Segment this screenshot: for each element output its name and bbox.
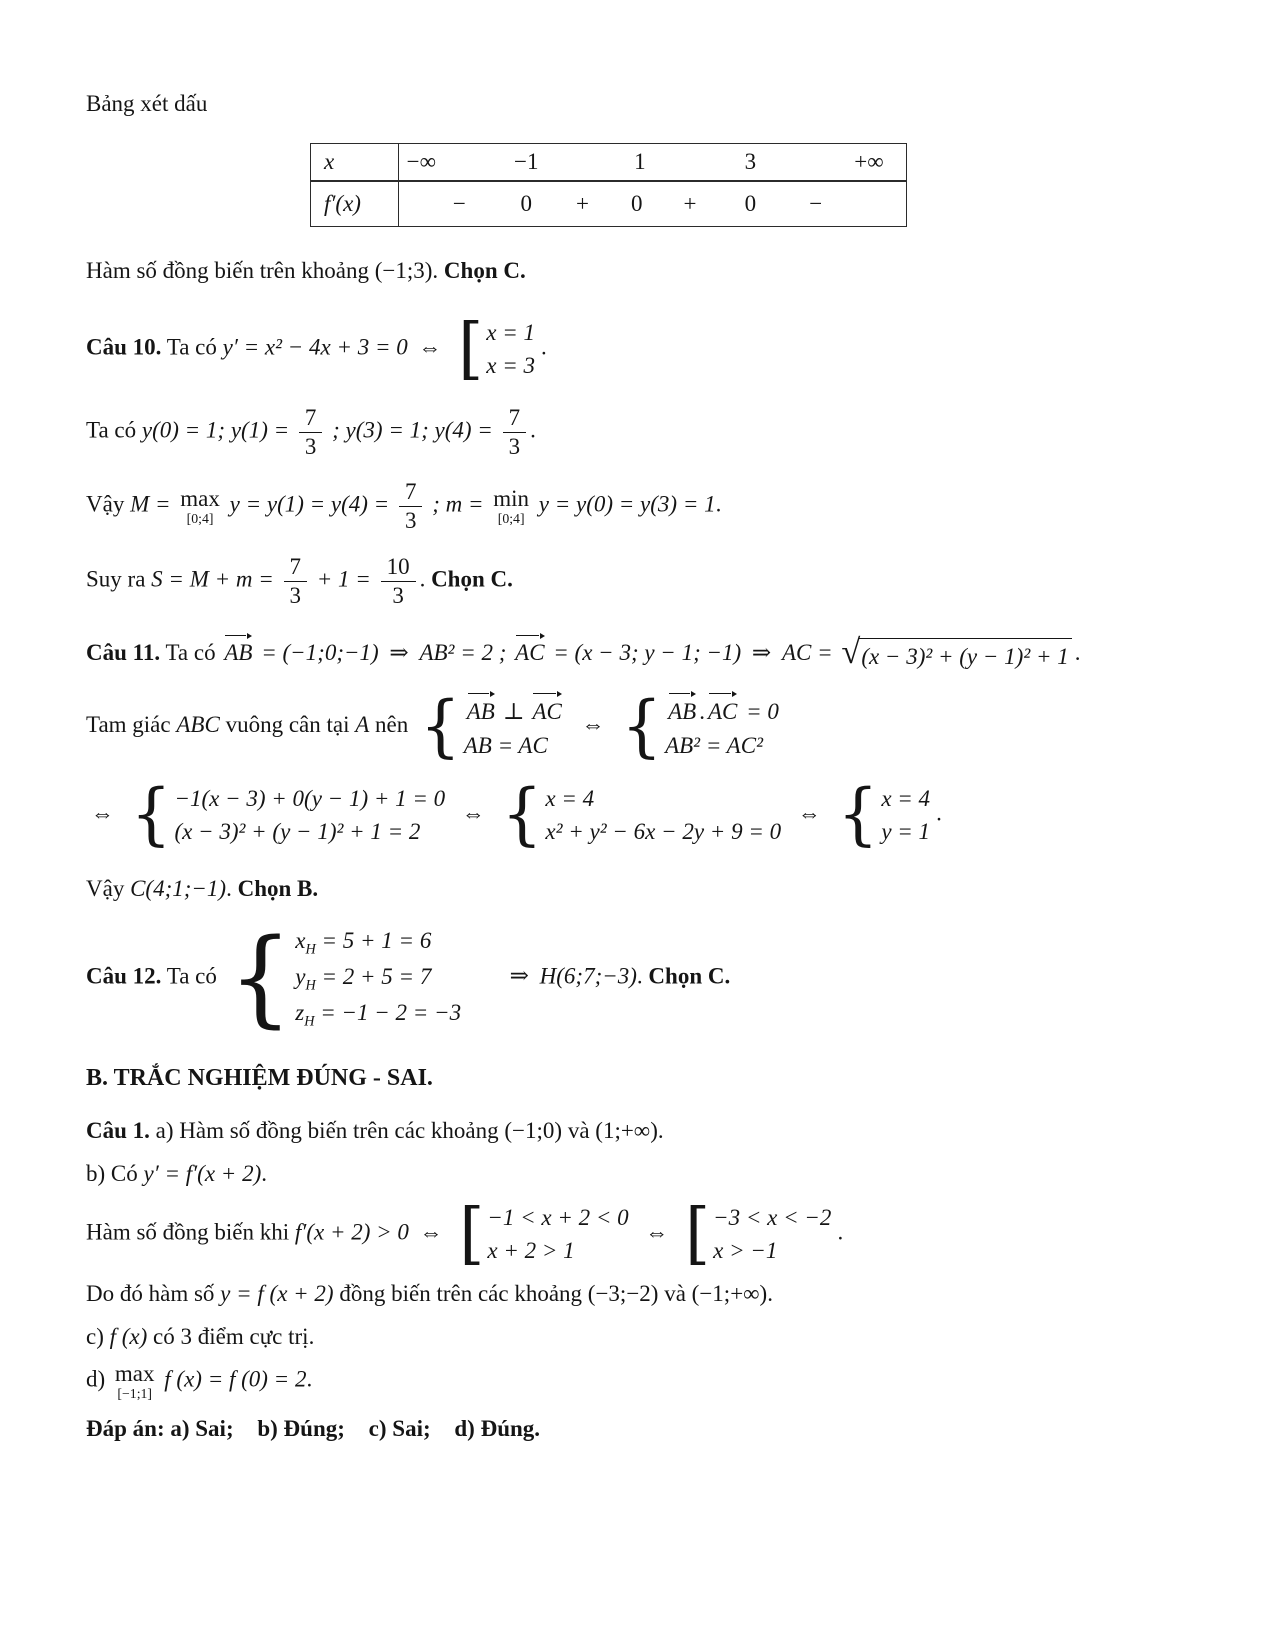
function: f (x)	[109, 1323, 148, 1349]
max-operator	[180, 487, 220, 526]
equation: M =	[130, 491, 171, 517]
interval: (−3;−2)	[587, 1280, 659, 1306]
system-row: AB² = AC²	[665, 732, 763, 758]
period: .	[540, 334, 547, 360]
interval: (−1;3)	[374, 258, 433, 284]
interval: (1;+∞)	[595, 1117, 658, 1143]
iff-symbol: ⇔	[581, 712, 605, 738]
system-row: x = 4	[545, 785, 595, 811]
sign-table-row-x	[311, 144, 906, 180]
interval: (−1;0)	[504, 1117, 563, 1143]
cau10-sum-line	[86, 554, 1211, 609]
text-segment: Tam giác	[86, 712, 171, 738]
text-segment: nên	[375, 712, 409, 738]
equation: ; m =	[432, 491, 484, 517]
sign-value: 0	[744, 191, 757, 217]
sign-value: −	[452, 191, 466, 217]
cau11-triangle-line	[86, 687, 1211, 766]
variable: y	[295, 963, 306, 989]
operator-name: max	[114, 1360, 155, 1386]
iff-symbol: ⇔	[461, 800, 485, 826]
system-row: −1 < x + 2 < 0	[487, 1204, 629, 1230]
triangle-name: ABC	[176, 712, 220, 738]
system-row: AB = AC	[463, 732, 548, 758]
equation: = (x − 3; y − 1; −1)	[553, 640, 742, 666]
period: .	[226, 875, 232, 901]
equation: = 2 + 5 = 7	[321, 963, 432, 989]
system-row: y = 1	[881, 819, 931, 845]
numerator: 7	[503, 405, 527, 433]
x-label: x	[324, 149, 335, 175]
text-segment: c)	[86, 1323, 104, 1349]
text-segment: Suy ra	[86, 566, 146, 592]
answer-a: Đáp án: a) Sai;	[86, 1415, 234, 1441]
x-value: +∞	[854, 149, 884, 175]
subscript-H: H	[305, 977, 316, 994]
operator-name: max	[180, 486, 220, 512]
system-brace	[837, 776, 931, 854]
text-segment: b) Có	[86, 1160, 138, 1186]
numerator: 7	[284, 554, 308, 582]
question-label: Câu 1.	[86, 1117, 150, 1143]
denominator: 3	[304, 433, 317, 459]
vector-AC: AC	[532, 692, 561, 728]
left-brace: {	[837, 776, 879, 854]
text-segment: Do đó hàm số	[86, 1280, 215, 1306]
cau12-line	[86, 916, 1211, 1039]
period: .	[657, 1117, 664, 1143]
sign-table	[310, 143, 907, 227]
equation: y = y(1) = y(4) =	[229, 491, 390, 517]
equation: ; y(3) = 1; y(4) =	[332, 417, 493, 443]
system-row: (x − 3)² + (y − 1)² + 1 = 2	[174, 819, 421, 845]
cau10-values-line	[86, 405, 1211, 460]
period: .	[636, 963, 643, 989]
text-segment: đồng biến trên các khoảng	[339, 1280, 583, 1306]
period: .	[936, 800, 942, 826]
cau1-d-line	[86, 1362, 1211, 1401]
iff-symbol: ⇔	[645, 1219, 669, 1245]
question-label: Câu 10.	[86, 334, 162, 360]
dot-operator: .	[699, 699, 705, 725]
cau11-vectors-line	[86, 634, 1211, 672]
fraction	[503, 405, 527, 460]
equation: y(0) = 1; y(1) =	[141, 417, 290, 443]
system-row	[464, 692, 565, 728]
caption-text: Bảng xét dấu	[86, 91, 208, 116]
period: .	[837, 1219, 844, 1245]
equation: + 1 =	[316, 566, 371, 592]
denominator: 3	[289, 582, 302, 608]
min-operator	[493, 487, 529, 526]
solution-bracket-system	[685, 1195, 832, 1273]
period: .	[767, 1280, 773, 1306]
question-label: Câu 12.	[86, 963, 162, 989]
sign-value: −	[809, 191, 823, 217]
system-brace	[501, 776, 782, 854]
point-C: C(4;1;−1)	[130, 875, 227, 901]
system-row: x² + y² − 6x − 2y + 9 = 0	[545, 819, 782, 845]
sign-table-x-values	[399, 144, 906, 180]
vector-AB: AB	[467, 692, 495, 728]
cau10-derivative-line	[86, 310, 1211, 389]
text-segment: Hàm số đồng biến khi	[86, 1219, 290, 1245]
vector-AC: AC	[515, 634, 544, 668]
system-brace	[228, 916, 462, 1039]
system-row	[665, 692, 779, 728]
sign-table-label-x	[311, 144, 399, 180]
operator-interval: [0;4]	[497, 511, 525, 527]
vertex-name: A	[355, 712, 370, 738]
text-segment: và	[567, 1117, 590, 1143]
answer-key-line	[86, 1413, 1211, 1444]
equation: AB² = 2 ;	[419, 640, 507, 666]
implies-symbol: ⇒	[751, 640, 772, 666]
system-row	[295, 924, 461, 960]
system-brace	[130, 776, 446, 854]
cau1-a-line	[86, 1115, 1211, 1146]
operator-interval: [0;4]	[186, 511, 214, 527]
period: .	[261, 1160, 267, 1186]
implies-symbol: ⇒	[389, 640, 409, 666]
equation: = (−1;0;−1)	[261, 640, 379, 666]
text-segment: a) Hàm số đồng biến trên các khoảng	[155, 1117, 499, 1143]
numerator: 10	[381, 554, 416, 582]
x-value: 3	[744, 149, 757, 175]
subscript-H: H	[304, 1013, 315, 1030]
solution-bracket-system	[459, 1195, 629, 1273]
text-segment: vuông cân tại	[225, 712, 350, 738]
vector-AB: AB	[224, 634, 252, 668]
solution-bracket-system	[458, 310, 535, 389]
cau11-conclusion-line	[86, 873, 1211, 904]
fraction	[299, 405, 323, 460]
answer-b: b) Đúng;	[257, 1415, 345, 1441]
left-brace: {	[130, 776, 172, 854]
equation: f′(x + 2) > 0	[294, 1219, 409, 1245]
system-row: x = 4	[881, 785, 931, 811]
left-bracket: [	[685, 1195, 711, 1273]
text-segment: Hàm số đồng biến trên khoảng	[86, 258, 369, 284]
period: .	[715, 491, 722, 517]
section-title-text: B. TRẮC NGHIỆM ĐÚNG - SAI.	[86, 1065, 433, 1092]
period: .	[1074, 640, 1081, 666]
text-segment: và	[664, 1280, 686, 1306]
text-segment: Ta có	[166, 334, 217, 360]
implies-symbol: ⇒	[509, 963, 529, 989]
conclusion-line	[86, 255, 1211, 286]
section-b-title	[86, 1062, 1211, 1094]
left-bracket: [	[459, 1195, 485, 1273]
system-row: −1(x − 3) + 0(y − 1) + 1 = 0	[174, 785, 446, 811]
text-segment: d)	[86, 1366, 106, 1392]
system-row: x + 2 > 1	[487, 1238, 575, 1264]
vector-AC: AC	[708, 692, 737, 728]
cau11-systems-line	[86, 776, 1211, 854]
equation: = 5 + 1 = 6	[321, 927, 432, 953]
left-brace: {	[420, 687, 461, 766]
sign-table-label-fprime	[311, 182, 399, 226]
operator-name: min	[493, 486, 530, 512]
text-segment: Ta có	[165, 640, 216, 666]
left-bracket: [	[458, 310, 484, 389]
answer-choice: Chọn C.	[443, 258, 526, 284]
period: .	[419, 566, 426, 592]
system-row: −3 < x < −2	[713, 1204, 832, 1230]
denominator: 3	[392, 582, 404, 608]
answer-choice: Chọn C.	[648, 963, 731, 989]
numerator: 7	[399, 479, 423, 507]
point-H: H(6;7;−3)	[539, 963, 637, 989]
cau10-maxmin-line	[86, 479, 1211, 534]
fraction	[381, 554, 416, 609]
iff-symbol: ⇔	[91, 800, 114, 826]
operator-interval: [−1;1]	[117, 1385, 153, 1401]
equation: = −1 − 2 = −3	[320, 1000, 462, 1026]
fraction	[284, 554, 308, 609]
question-label: Câu 11.	[86, 640, 161, 666]
iff-symbol: ⇔	[418, 334, 442, 360]
text-segment: Vậy	[86, 491, 125, 517]
cau1-b-systems-line	[86, 1195, 1211, 1273]
x-value: −1	[514, 149, 539, 175]
fprime-label: f′(x)	[324, 191, 361, 217]
text-segment: Ta có	[86, 417, 137, 443]
sign-value: 0	[631, 191, 643, 217]
answer-d: d) Đúng.	[454, 1415, 541, 1441]
equation: AC =	[781, 640, 833, 666]
sign-table-caption	[86, 88, 1211, 119]
max-operator	[115, 1362, 155, 1401]
answer-choice: Chọn C.	[431, 566, 513, 592]
answer-c: c) Sai;	[368, 1415, 431, 1441]
iff-symbol: ⇔	[797, 800, 821, 826]
sign-table-row-fprime	[311, 180, 906, 226]
x-value: 1	[634, 149, 646, 175]
fraction	[399, 479, 423, 534]
sign-value: +	[683, 191, 697, 217]
equation: f (x) = f (0) = 2	[164, 1366, 307, 1392]
denominator: 3	[404, 508, 417, 534]
iff-symbol: ⇔	[419, 1219, 443, 1245]
answer-choice: Chọn B.	[237, 875, 319, 901]
square-root	[841, 632, 1071, 673]
subscript-H: H	[305, 941, 316, 958]
variable: x	[295, 927, 306, 953]
interval: (−1;+∞)	[691, 1280, 768, 1306]
variable: z	[295, 1000, 305, 1026]
perpendicular-symbol: ⊥	[502, 699, 525, 725]
left-brace: {	[228, 916, 293, 1039]
system-row: x > −1	[713, 1238, 778, 1264]
text-segment: .	[432, 258, 439, 284]
equation: S = M + m =	[151, 566, 274, 592]
sign-table-fprime-values	[399, 182, 906, 226]
system-row: x = 3	[486, 353, 535, 379]
denominator: 3	[508, 433, 521, 459]
text-segment: Ta có	[166, 963, 217, 989]
equation: = 0	[746, 699, 779, 725]
equation: y = f (x + 2)	[220, 1280, 334, 1306]
cau1-b-conclusion-line	[86, 1278, 1211, 1309]
text-segment: có 3 điểm cực trị.	[153, 1323, 315, 1349]
equation: y = y(0) = y(3) = 1	[538, 491, 716, 517]
system-brace	[420, 687, 565, 766]
sign-value: +	[576, 191, 590, 217]
numerator: 7	[299, 405, 323, 433]
equation: y′ = f′(x + 2)	[143, 1160, 262, 1186]
radicand: (x − 3)² + (y − 1)² + 1	[858, 638, 1071, 672]
system-row	[295, 960, 461, 996]
text-segment: Vậy	[86, 875, 125, 901]
period: .	[306, 1366, 313, 1392]
system-row	[295, 996, 461, 1032]
left-brace: {	[501, 776, 543, 854]
x-value: −∞	[406, 149, 436, 175]
system-row: x = 1	[486, 320, 535, 346]
vector-AB: AB	[668, 692, 696, 728]
period: .	[530, 417, 536, 443]
cau1-c-line	[86, 1321, 1211, 1352]
sign-value: 0	[520, 191, 532, 217]
left-brace: {	[621, 687, 663, 766]
radical-sign: √	[841, 632, 861, 671]
equation: y′ = x² − 4x + 3 = 0	[222, 334, 408, 360]
cau1-b-line	[86, 1158, 1211, 1189]
system-brace	[621, 687, 779, 766]
